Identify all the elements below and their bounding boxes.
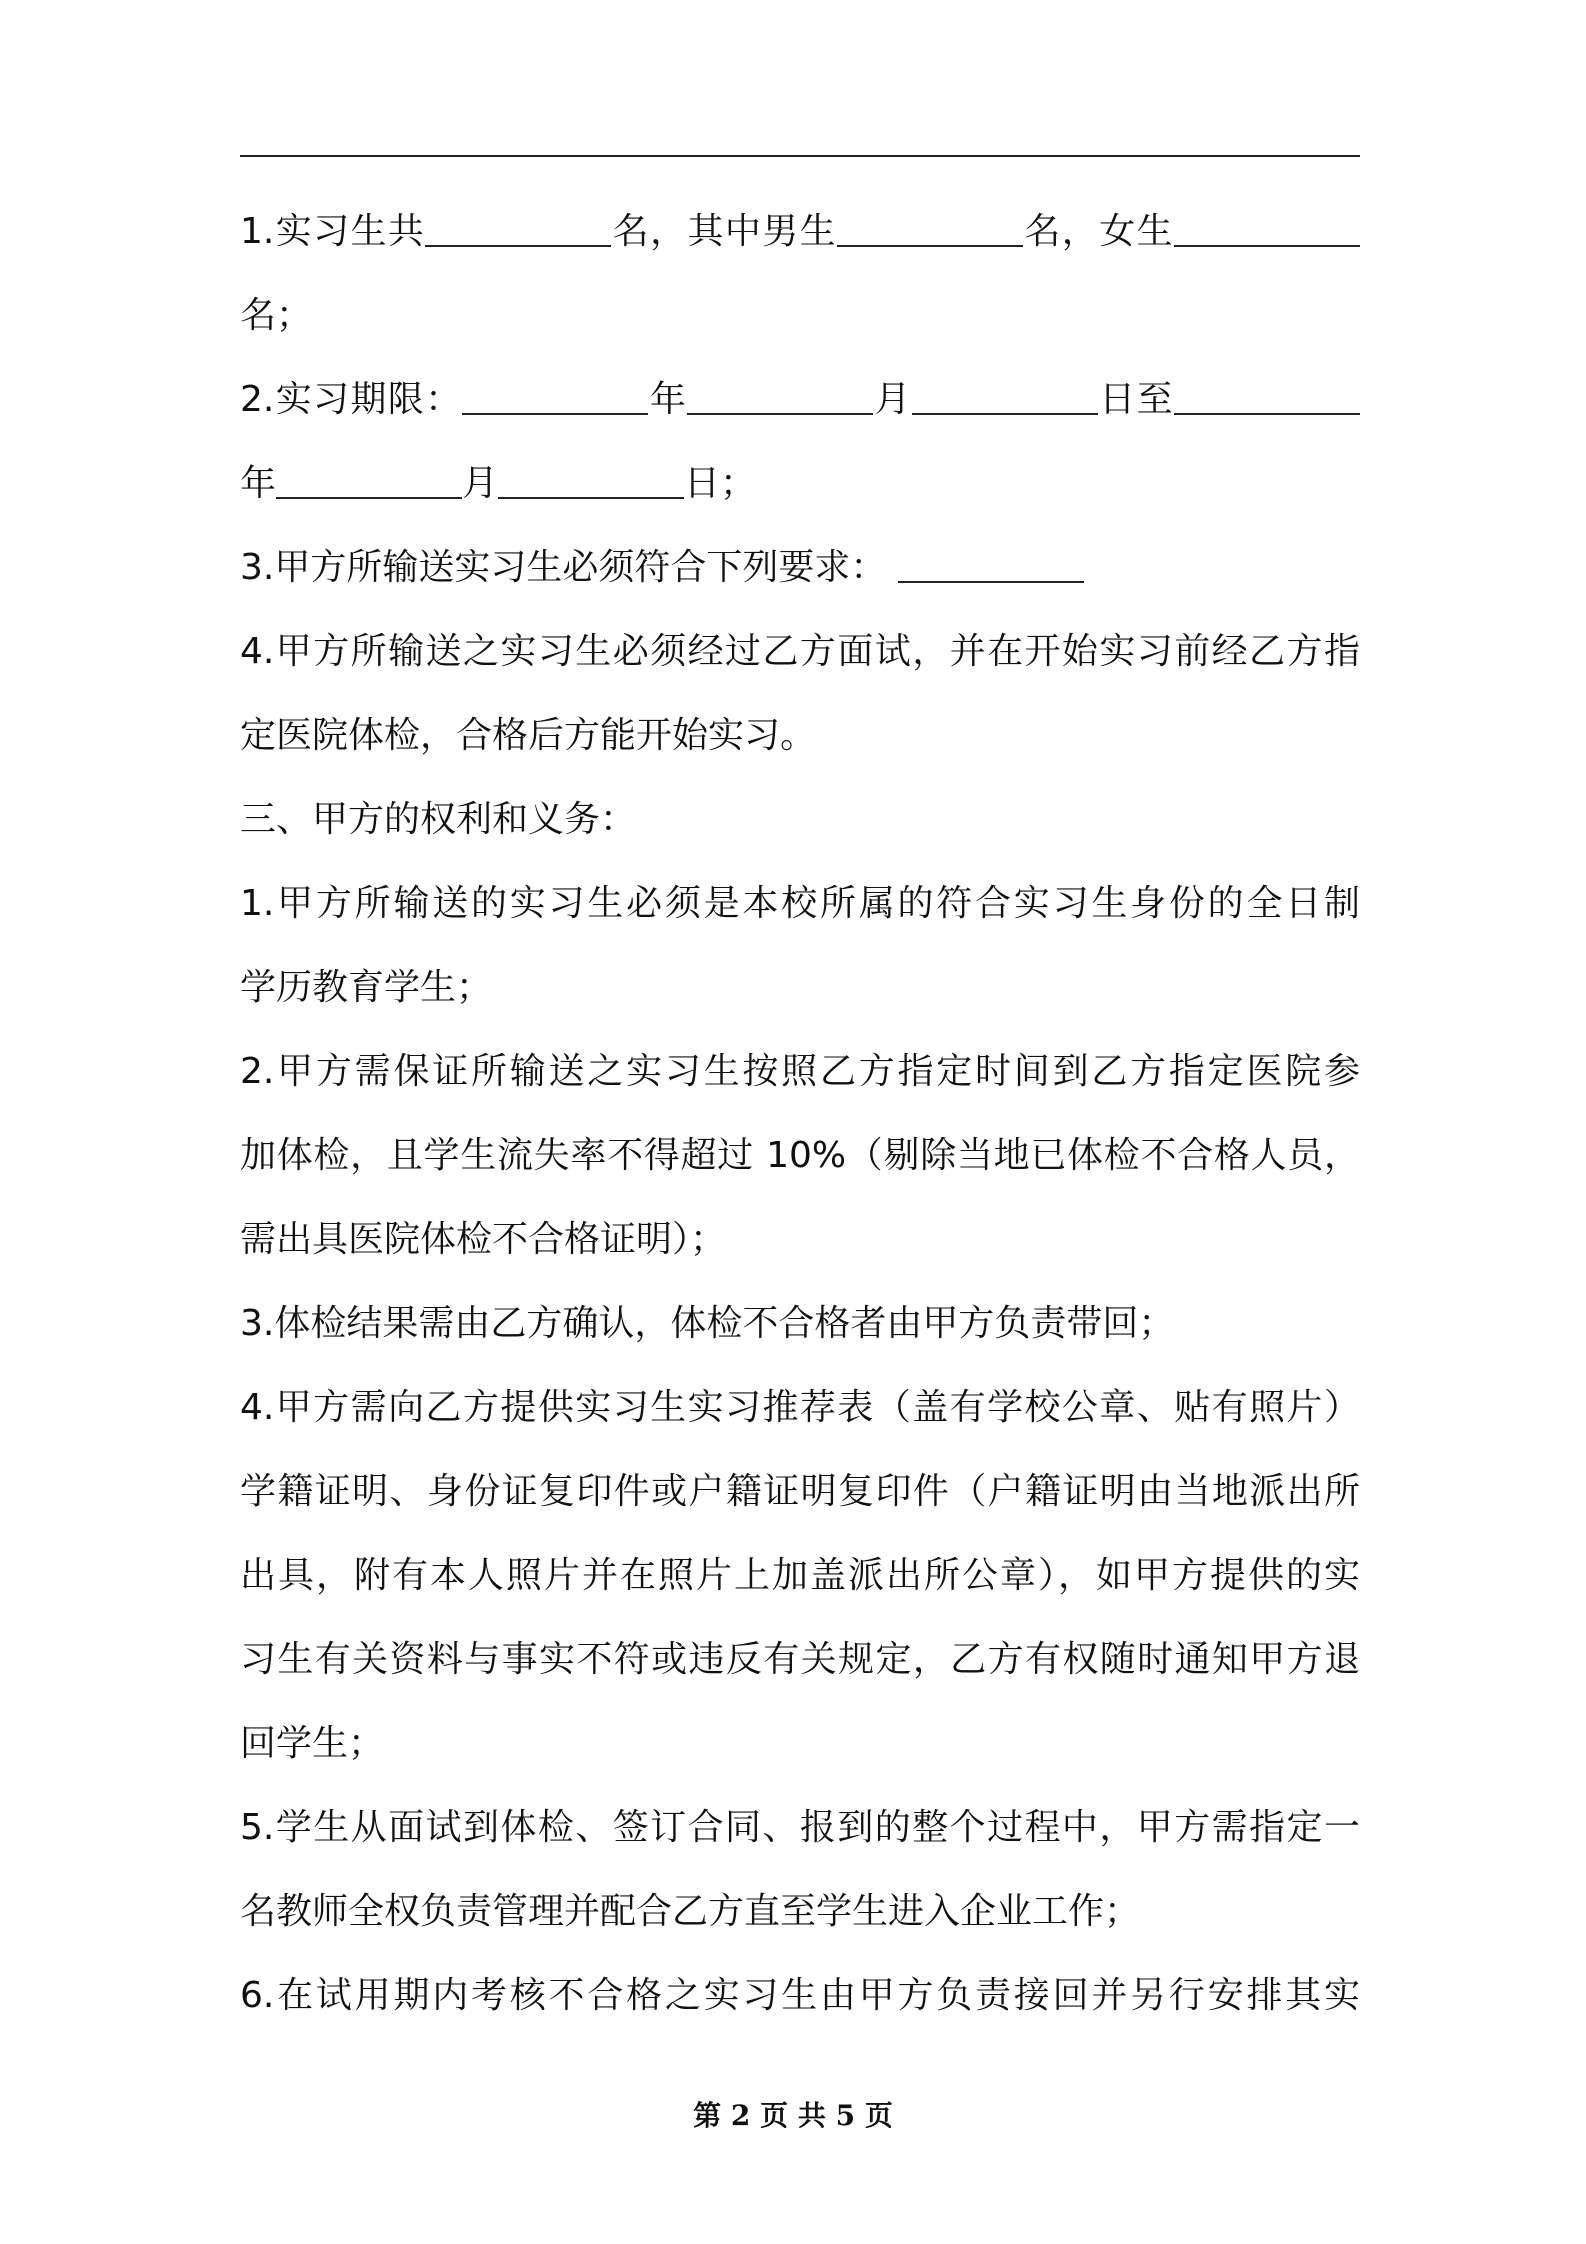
- item3-text: 3.甲方所输送实习生必须符合下列要求：: [240, 547, 887, 588]
- item4-line1: 4.甲方所输送之实习生必须经过乙方面试，并在开始实习前经乙方指: [240, 631, 1360, 672]
- s3-p4-line3: 出具，附有本人照片并在照片上加盖派出所公章），如甲方提供的实: [240, 1555, 1360, 1596]
- s3-p2-line2: 加体检，且学生流失率不得超过 10%（剔除当地已体检不合格人员，: [240, 1135, 1360, 1176]
- page-number: 第 2 页 共 5 页: [693, 2099, 893, 2132]
- item2-day-to-label: 日至: [1097, 379, 1174, 420]
- item2-end-month-label: 月: [462, 463, 499, 504]
- item2-end-year-label: 年: [240, 463, 277, 504]
- item1-line1: [240, 190, 1360, 274]
- s3-p6-line1: 6.在试用期内考核不合格之实习生由甲方负责接回并另行安排其实: [240, 1975, 1360, 2016]
- page-content: [240, 190, 1360, 2038]
- item1-mid1: 名，其中男生: [611, 211, 838, 252]
- s3-p1-line2: 学历教育学生；: [240, 967, 493, 1008]
- s3-p4-line4: 习生有关资料与事实不符或违反有关规定，乙方有权随时通知甲方退: [240, 1639, 1360, 1680]
- blank-requirements: [898, 545, 1084, 583]
- s3-p2-line1: 2.甲方需保证所输送之实习生按照乙方指定时间到乙方指定医院参: [240, 1051, 1360, 1092]
- s3-p4-line2: 学籍证明、身份证复印件或户籍证明复印件（户籍证明由当地派出所: [240, 1471, 1360, 1512]
- blank-total-students: [425, 209, 611, 247]
- item1-line2: [240, 274, 1360, 358]
- section3-heading: 三、甲方的权利和义务：: [240, 799, 637, 840]
- s3-p5-line2: 名教师全权负责管理并配合乙方直至学生进入企业工作；: [240, 1891, 1141, 1932]
- item1-suffix: 名；: [240, 295, 313, 336]
- s3-p5-line1: 5.学生从面试到体检、签订合同、报到的整个过程中，甲方需指定一: [240, 1807, 1360, 1848]
- s3-p3-line1: 3.体检结果需由乙方确认，体检不合格者由甲方负责带回；: [240, 1303, 1175, 1344]
- item2-end-day-label: 日；: [684, 463, 757, 504]
- header-rule: [240, 155, 1360, 157]
- blank-end-month: [276, 461, 462, 499]
- blank-start-year: [462, 377, 648, 415]
- item3-line: [240, 526, 1360, 610]
- blank-male-students: [837, 209, 1023, 247]
- s3-p4-line1: 4.甲方需向乙方提供实习生实习推荐表（盖有学校公章、贴有照片）: [240, 1387, 1360, 1428]
- blank-start-month: [687, 377, 873, 415]
- blank-female-students: [1174, 209, 1360, 247]
- item1-mid2: 名，女生: [1023, 211, 1174, 252]
- blank-end-year: [1174, 377, 1360, 415]
- item2-month-label: 月: [873, 379, 912, 420]
- item4-line2: 定医院体检，合格后方能开始实习。: [240, 715, 817, 756]
- s3-p1-line1: 1.甲方所输送的实习生必须是本校所属的符合实习生身份的全日制: [240, 883, 1360, 924]
- item2-year-label: 年: [648, 379, 688, 420]
- item2-line2: [240, 442, 1360, 526]
- item2-line1: [240, 358, 1360, 442]
- blank-start-day: [912, 377, 1098, 415]
- blank-end-day: [498, 461, 684, 499]
- item1-prefix: 1.实习生共: [240, 211, 426, 252]
- s3-p4-line5: 回学生；: [240, 1723, 385, 1764]
- s3-p2-line3: 需出具医院体检不合格证明）；: [240, 1219, 727, 1260]
- item2-prefix: 2.实习期限：: [240, 379, 463, 420]
